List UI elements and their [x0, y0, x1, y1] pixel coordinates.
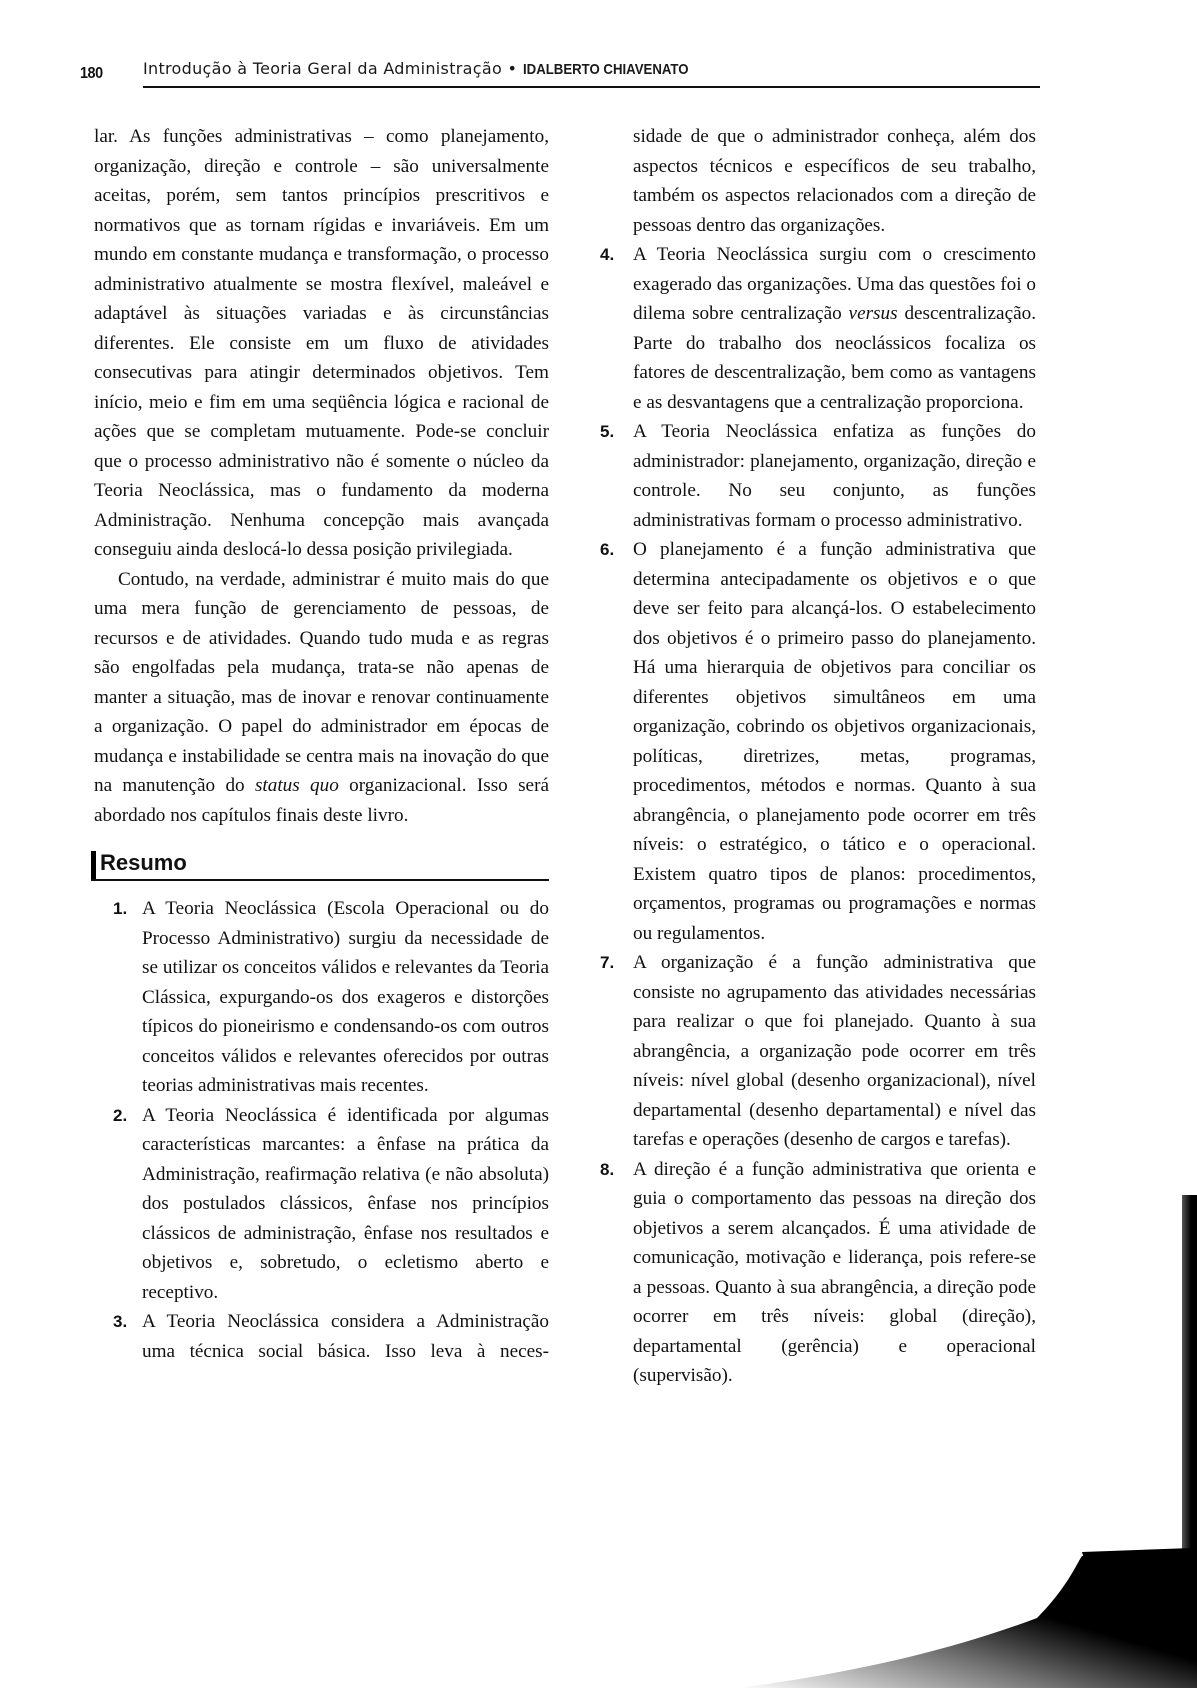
body-paragraph: Contudo, na verdade, administrar é muito mais do que uma mera função de gerenciamento de pessoas, de recursos e de atividades. Quando tudo muda e as regras são engolfadas pela mudança, trata-se não apenas de manter a situação, mas de inovar e renovar continuamente a organização. O papel do administrador em épocas de mudança e instabilidade se centra mais na inovação do que na manutenção do status quo organizacional. Isso será abordado nos capítulos finais deste livro.	[94, 568, 549, 826]
scan-corner-shadow	[737, 1468, 1197, 1688]
running-title	[143, 59, 711, 78]
heading-bar	[91, 851, 96, 879]
right-column	[600, 122, 1036, 1391]
item-number: 2.	[113, 1105, 128, 1125]
item-text: O planejamento é a função administrativa que determina antecipadamente os objetivos e o que deve ser feito para alcançá-los. O estabelecimento dos objetivos é o primeiro passo do planejamento. Há uma hierarquia de objetivos para conciliar os diferentes objetivos simultâneos em uma organização, cobrindo os objetivos organizacionais, políticas, diretrizes, metas, programas, procedimentos, métodos e normas. Quanto à sua abrangência, o planejamento pode ocorrer em três níveis: o estratégico, o tático e o operacional. Existem quatro tipos de planos: procedimentos, orçamentos, programas ou programações e normas ou regulamentos.	[633, 539, 1036, 944]
item-number: 4.	[600, 245, 615, 264]
scan-page-edge-shadow	[1182, 1195, 1197, 1595]
item-text: A Teoria Neoclássica enfatiza as funções do administrador: planejamento, organização, direção e controle. No seu conjunto, as funções administrativas formam o processo administrativo.	[633, 421, 1036, 531]
item-number: 6.	[600, 540, 615, 559]
item-text: A Teoria Neoclássica é identificada por algumas características marcantes: a ênfase na prática da Administração, reafirmação relativa (e não absoluta) dos postulados clássicos, ênfase nos princípios clássicos de administração, ênfase nos resultados e objetivos e, sobretudo, o ecletismo aberto e receptivo.	[142, 1104, 549, 1303]
item-number: 8.	[600, 1159, 615, 1179]
summary-item	[600, 417, 1036, 535]
item-text: A Teoria Neoclássica surgiu com o crescimento exagerado das organizações. Uma das questões foi o dilema sobre centralização versus descentralização. Parte do trabalho dos neoclássicos focaliza os fatores de descentralização, bem como as vantagens e as desvantagens que a centralização proporciona.	[633, 244, 1036, 413]
header-rule	[143, 86, 1040, 88]
summary-list	[94, 894, 549, 1366]
left-column	[94, 122, 549, 1366]
item-continuation: sidade de que o administrador conheça, além dos aspectos técnicos e específicos de seu trabalho, também os aspectos relacionados com a direção de pessoas dentro das organizações.	[633, 126, 1036, 236]
item-text: A Teoria Neoclássica considera a Administração uma técnica social básica. Isso leva à neces-	[142, 1311, 549, 1362]
italic-term: versus	[848, 303, 898, 324]
author-name: IDALBERTO CHIAVENATO	[522, 61, 689, 78]
item-text: A organização é a função administrativa que consiste no agrupamento das atividades necessárias para realizar o que foi planejado. Quanto à sua abrangência, a organização pode ocorrer em três níveis: nível global (desenho organizacional), nível departamental (desenho departamental) e nível das tarefas e operações (desenho de cargos e tarefas).	[633, 952, 1036, 1150]
summary-list	[600, 240, 1036, 1391]
summary-item	[600, 240, 1036, 417]
item-number: 5.	[600, 422, 615, 441]
item-number: 1.	[113, 899, 128, 918]
item-text: A direção é a função administrativa que orienta e guia o comportamento das pessoas na direção dos objetivos a serem alcançados. É uma atividade de comunicação, motivação e liderança, pois refere-se a pessoas. Quanto à sua abrangência, a direção pode ocorrer em três níveis: global (direção), departamental (gerência) e operacional (supervisão).	[633, 1158, 1036, 1386]
summary-item	[600, 948, 1036, 1155]
summary-item	[600, 535, 1036, 948]
summary-item	[600, 1155, 1036, 1391]
body-paragraph: lar. As funções administrativas – como planejamento, organização, direção e controle – são universalmente aceitas, porém, sem tantos princípios prescritivos e normativos que as tornam rígidas e invariáveis. Em um mundo em constante mudança e transformação, o processo administrativo atualmente se mostra flexível, maleável e adaptável às situações variadas e às circunstâncias diferentes. Ele consiste em um fluxo de atividades consecutivas para atingir determinados objetivos. Tem início, meio e fim em uma seqüência lógica e racional de ações que se completam mutuamente. Pode-se concluir que o processo administrativo não é somente o núcleo da Teoria Neoclássica, mas o fundamento da moderna Administração. Nenhuma concepção mais avançada conseguiu ainda deslocá-lo dessa posição privilegiada.	[94, 126, 549, 560]
heading-rule	[91, 879, 549, 881]
section-title: Resumo	[100, 850, 187, 875]
page-number: 180	[80, 65, 103, 82]
item-number: 3.	[113, 1312, 128, 1331]
summary-item	[94, 1307, 549, 1366]
item-text: A Teoria Neoclássica (Escola Operacional ou do Processo Administrativo) surgiu da necessidade de se utilizar os conceitos válidos e relevantes da Teoria Clássica, expurgando-os dos exageros e distorções típicos do pioneirismo e condensando-os com outros conceitos válidos e relevantes oferecidos por outras teorias administrativas mais recentes.	[142, 898, 549, 1096]
section-heading	[94, 847, 550, 881]
item-number: 7.	[600, 953, 615, 972]
italic-term: status quo	[254, 775, 339, 796]
summary-item	[94, 1101, 549, 1308]
running-header	[80, 54, 1040, 90]
title-separator: •	[507, 59, 518, 78]
book-title: Introdução à Teoria Geral da Administração	[143, 59, 503, 78]
summary-item	[94, 894, 549, 1101]
